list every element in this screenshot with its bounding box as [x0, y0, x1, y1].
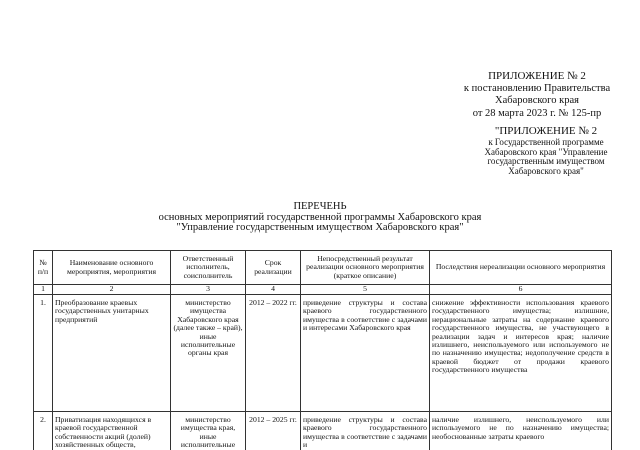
appendix-line: от 28 марта 2023 г. № 125-пр — [472, 107, 602, 119]
quoted-appendix-line: Хабаровского края "Управление — [484, 146, 608, 157]
row-measure-name: Преобразование краевых государственных унитарных предприятий — [53, 295, 171, 412]
header-cell-period: Срок реализации — [246, 251, 301, 285]
document-subtitle: "Управление государственным имуществом Хабаровского края" — [176, 222, 464, 233]
header-cell-number: № п/п — [34, 251, 53, 285]
quoted-appendix-line: Хабаровского края" — [508, 165, 584, 176]
table-row — [34, 412, 612, 450]
quoted-appendix-block — [466, 125, 626, 176]
row-executor: министерство имущества Хабаровского края (далее также – край), иные исполнительные органы края — [171, 295, 246, 412]
header-cell-name: Наименование основного мероприятия, мероприятия — [53, 251, 171, 285]
row-result: приведение структуры и состава краевого государственного имущества в соответствие с задачами и интересами Хабаровского края — [301, 295, 430, 412]
row-period: 2012 – 2022 гг. — [246, 295, 301, 412]
header-cell-consequences: Последствия нереализации основного мероприятия — [430, 251, 612, 285]
row-number: 2. — [34, 412, 53, 450]
row-result: приведение структуры и состава краевого государственного имущества в соответствие с задачами и — [301, 412, 430, 450]
header-cell-result: Непосредственный результат реализации основного мероприятия (краткое описание) — [301, 251, 430, 285]
quoted-appendix-line: к Государственной программе — [488, 137, 604, 147]
measures-table — [33, 250, 612, 450]
header-cell-executor: Ответственный исполнитель, соисполнитель — [171, 251, 246, 285]
table-row — [34, 295, 612, 412]
document-title: ПЕРЕЧЕНЬ — [293, 201, 347, 212]
quoted-appendix-title: "ПРИЛОЖЕНИЕ № 2 — [494, 125, 598, 137]
appendix-line: к постановлению Правительства — [463, 82, 611, 94]
appendix-title: ПРИЛОЖЕНИЕ № 2 — [488, 70, 586, 82]
appendix-block — [442, 70, 632, 120]
column-number: 6 — [430, 285, 612, 295]
row-consequences: наличие излишнего, неиспользуемого или используемого не по назначению имущества; необоснованные затраты краевого — [430, 412, 612, 450]
appendix-line: Хабаровского края — [495, 95, 579, 107]
row-executor: министерство имущества края, иные исполнительные — [171, 412, 246, 450]
row-measure-name: Приватизация находящихся в краевой государственной собственности акций (долей) хозяйственных обществ, — [53, 412, 171, 450]
row-period: 2012 – 2025 гг. — [246, 412, 301, 450]
column-number: 2 — [53, 285, 171, 295]
quoted-appendix-line: государственным имуществом — [487, 156, 605, 167]
row-number: 1. — [34, 295, 53, 412]
row-consequences: снижение эффективности использования краевого государственного имущества; излишние, нерациональные затраты на содержание краевого государственного имущества, не участвующего в реализации задач и интересов края; наличие излишнего, неиспользуемого или используемого не по назначению имущества; недополучение средств в краевой бюджет от продажи краевого государственного имущества — [430, 295, 612, 412]
document-subtitle: основных мероприятий государственной программы Хабаровского края — [158, 212, 482, 223]
column-number: 3 — [171, 285, 246, 295]
column-number: 4 — [246, 285, 301, 295]
column-number: 1 — [34, 285, 53, 295]
column-number: 5 — [301, 285, 430, 295]
